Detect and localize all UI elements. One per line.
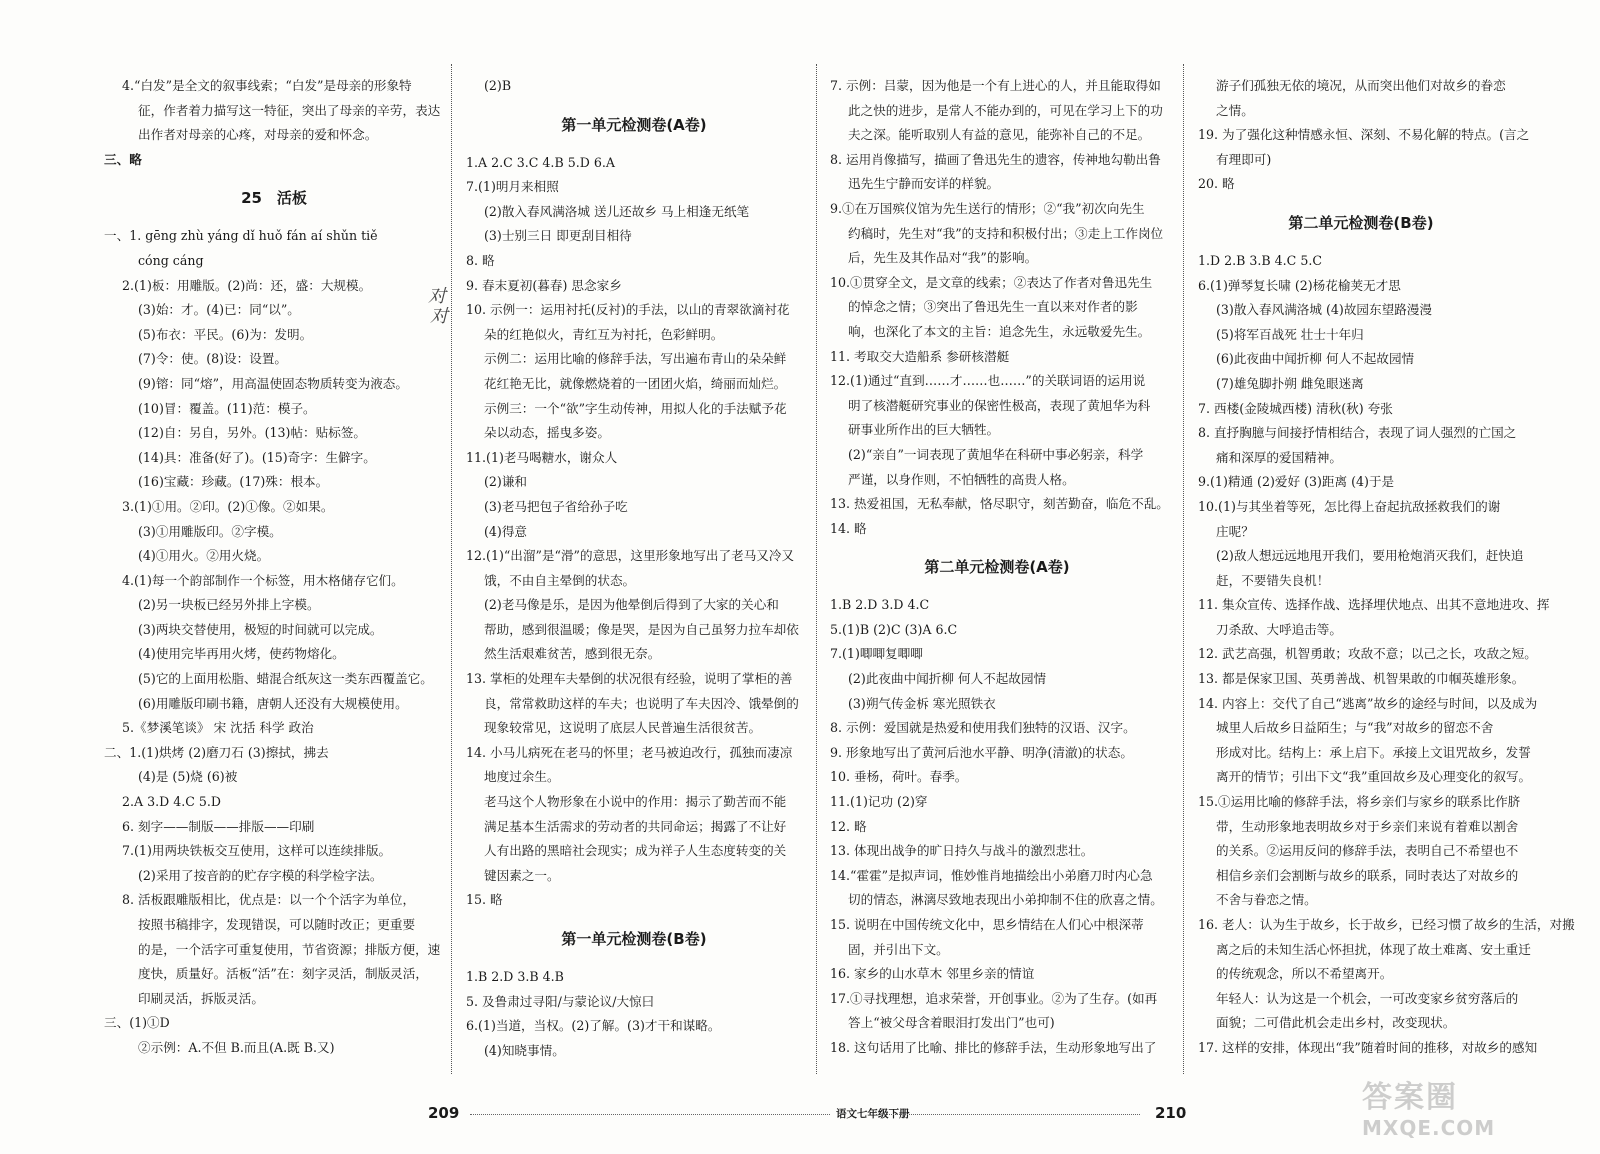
answer-line: 4.“白发”是全文的叙事线索；“白发”是母亲的形象特	[122, 78, 412, 93]
answer-line: (3)老马把包子省给孙子吃	[484, 498, 628, 514]
answer-line: 7.(1)唧唧复唧唧	[830, 646, 923, 662]
answer-line: 三、略	[104, 151, 142, 167]
answer-line: 然生活艰难贫苦，感到很无奈。	[484, 646, 661, 662]
answer-line: 一、1. gēng zhù yáng dǐ huǒ fán aí shǔn tiě	[104, 228, 378, 244]
answer-line: 13. 体现出战争的旷日持久与战斗的激烈悲壮。	[830, 843, 1094, 859]
answer-line: 刀杀敌、大呼追击等。	[1216, 621, 1342, 637]
answer-line: (4)是 (5)烧 (6)被	[138, 769, 238, 785]
answer-line: 度快，质量好。活板“活”在：刻字灵活，制版灵活，	[138, 966, 428, 982]
answer-line: 12.(1)通过“直到……才……也……”的关联词语的运用说	[830, 373, 1146, 389]
answer-line: 键因素之一。	[484, 867, 560, 883]
watermark-url: MXQE.COM	[1362, 1116, 1496, 1140]
answer-line: 6.(1)当道，当权。(2)了解。(3)才干和谋略。	[466, 1018, 721, 1034]
answer-line: 饿，不由自主晕倒的状态。	[484, 572, 636, 588]
section-heading: 第一单元检测卷(A卷)	[561, 115, 707, 134]
answer-line: 的关系。②运用反问的修辞手法，表明自己不希望也不	[1216, 843, 1519, 859]
answer-line: (4)使用完毕再用火烤，使药物熔化。	[138, 646, 345, 662]
answer-line: 14. 内容上：交代了自己“逃离”故乡的途经与时间，以及成为	[1198, 695, 1538, 711]
answer-line: (12)自：另自，另外。(13)帖：贴标签。	[138, 425, 367, 441]
section-heading: 第一单元检测卷(B卷)	[561, 930, 707, 948]
answer-line: (2)此夜曲中闻折柳 何人不起故园情	[848, 671, 1047, 687]
text-column-4	[1198, 74, 1575, 1061]
answer-line: (5)布衣：平民。(6)为：发明。	[138, 326, 313, 342]
answer-line: 7.(1)用两块铁板交互使用，这样可以连续排版。	[122, 843, 392, 859]
answer-line: 13. 热爱祖国，无私奉献，恪尽职守，刻苦勤奋，临危不乱。	[830, 496, 1169, 512]
answer-line: (10)冒：覆盖。(11)范：模子。	[138, 400, 316, 416]
footer-dotted-rule	[884, 1114, 1140, 1115]
answer-line: 响，也深化了本文的主旨：追念先生，永远敬爱先生。	[848, 323, 1151, 339]
text-column-3	[830, 74, 1169, 1061]
answer-line: 6. 刻字——制版——排版——印刷	[122, 818, 315, 834]
answer-line: 16. 家乡的山水草木 邻里乡亲的情谊	[830, 966, 1035, 982]
answer-line: 离开的情节；引出下文“我”重回故乡及心理变化的叙写。	[1216, 769, 1532, 785]
answer-line: 形成对比。结构上：承上启下。承接上文诅咒故乡，发誓	[1216, 744, 1531, 760]
answer-line: 8. 活板跟雕版相比，优点是：以一个个活字为单位，	[122, 892, 416, 908]
answer-line: 赶，不要错失良机！	[1216, 572, 1330, 588]
answer-line: (5)将军百战死 壮士十年归	[1216, 326, 1364, 342]
answer-line: 1.D 2.B 3.B 4.C 5.C	[1198, 252, 1322, 268]
answer-line: 7.(1)明月来相照	[466, 179, 559, 195]
answer-line: 庄呢？	[1216, 523, 1254, 539]
text-column-1	[104, 74, 444, 1061]
answer-line: (6)用雕版印刷书籍，唐朝人还没有大规模使用。	[138, 695, 408, 711]
answer-line: (2)另一块板已经另外排上字模。	[138, 597, 320, 613]
answer-line: (4)知晓事情。	[484, 1042, 565, 1058]
answer-line: 8. 略	[466, 252, 495, 268]
section-heading: 第二单元检测卷(B卷)	[1288, 213, 1434, 232]
answer-line: 3.(1)①用。②印。(2)①像。②如果。	[122, 498, 334, 514]
answer-line: 5.《梦溪笔谈》 宋 沈括 科学 政治	[122, 720, 314, 736]
column-divider	[451, 64, 452, 1074]
answer-line: 游子们孤独无依的境况，从而突出他们对故乡的眷恋	[1216, 78, 1506, 93]
answer-line: 12. 武艺高强，机智勇敢；攻敌不意；以己之长，攻敌之短。	[1198, 646, 1537, 662]
answer-line: 8. 运用肖像描写，描画了鲁迅先生的遗容，传神地勾勒出鲁	[830, 151, 1161, 167]
answer-line: (2)敌人想远远地甩开我们，要用枪炮消灭我们，赶快追	[1216, 548, 1524, 564]
answer-line: 征，作者着力描写这一特征，突出了母亲的辛劳，表达	[138, 102, 441, 118]
answer-line: 不舍与眷恋之情。	[1216, 892, 1317, 908]
answer-line: 16. 老人：认为生于故乡，长于故乡，已经习惯了故乡的生活，对搬	[1198, 917, 1575, 932]
site-watermark	[1362, 1072, 1562, 1152]
page-number-right: 210	[1155, 1104, 1187, 1122]
answer-line: (7)令：使。(8)设：设置。	[138, 351, 288, 367]
footer-dotted-rule	[470, 1114, 830, 1115]
answer-line: 9. 春末夏初(暮春) 思念家乡	[466, 277, 622, 293]
answer-line: (2)“亲自”一词表现了黄旭华在科研中事必躬亲，科学	[848, 446, 1144, 462]
answer-line: 13. 都是保家卫国、英勇善战、机智果敢的巾帼英雄形象。	[1198, 671, 1525, 687]
answer-line: (4)①用火。②用火烧。	[138, 548, 270, 564]
answer-line: 出作者对母亲的心疼，对母亲的爱和怀念。	[138, 127, 378, 143]
answer-line: 12.(1)“出溜”是“滑”的意思，这里形象地写出了老马又冷又	[466, 548, 795, 564]
answer-line: 15. 略	[466, 892, 503, 908]
answer-line: 9.①在万国殡仪馆为先生送行的情形；②“我”初次向先生	[830, 200, 1145, 216]
answer-line: 研事业所作出的巨大牺牲。	[848, 422, 1000, 438]
answer-line: (3)①用雕版印。②字模。	[138, 523, 282, 539]
answer-line: 离之后的未知生活心怀担扰，体现了故土难离、安土重迁	[1216, 941, 1531, 957]
answer-line: (16)宝藏：珍藏。(17)殊：根本。	[138, 474, 329, 490]
answer-line: 11. 考取交大造船系 参研核潜艇	[830, 348, 1010, 364]
answer-line: 的是，一个活字可重复使用，节省资源；排版方便，速	[138, 941, 441, 957]
answer-line: 有理即可)	[1216, 151, 1272, 167]
answer-line: 8. 直抒胸臆与间接抒情相结合，表现了词人强烈的亡国之	[1198, 425, 1517, 441]
answer-line: 夫之深。能听取别人有益的意见，能弥补自己的不足。	[848, 127, 1151, 143]
answer-line: ②示例：A.不但 B.而且(A.既 B.又)	[138, 1039, 335, 1055]
answer-line: (14)具：准备(好了)。(15)奇字：生僻字。	[138, 449, 376, 465]
answer-line: (4)得意	[484, 523, 528, 539]
answer-line: (3)两块交替使用，极短的时间就可以完成。	[138, 621, 383, 637]
answer-line: 此之快的进步，是常人不能办到的，可见在学习上下的功	[848, 102, 1163, 118]
answer-line: 2.(1)板：用雕版。(2)尚：还，盛：大规模。	[122, 277, 372, 293]
answer-line: 17. 这样的安排，体现出“我”随着时间的推移，对故乡的感知	[1198, 1039, 1538, 1055]
answer-line: 1.B 2.D 3.D 4.C	[830, 597, 930, 613]
column-divider	[1183, 64, 1184, 1074]
answer-line: 严谨，以身作则，不怕牺牲的高贵人格。	[848, 471, 1075, 487]
answer-line: 人有出路的黑暗社会现实；成为祥子人生态度转变的关	[484, 843, 787, 859]
watermark-logo-text: 答案圈	[1362, 1080, 1458, 1115]
answer-line: 明了核潜艇研究事业的保密性极高，表现了黄旭华为科	[848, 397, 1151, 413]
answer-line: 11.(1)老马喝糖水，谢众人	[466, 449, 618, 465]
section-heading: 25 活板	[241, 189, 307, 208]
answer-line: 14. 小马儿病死在老马的怀里；老马被迫改行，孤独而凄凉	[466, 744, 793, 760]
answer-line: 20. 略	[1198, 176, 1235, 192]
answer-line: 18. 这句话用了比喻、排比的修辞手法，生动形象地写出了	[830, 1039, 1157, 1055]
answer-line: 17.①寻找理想，追求荣誉，开创事业。②为了生存。(如再	[830, 990, 1158, 1006]
answer-line: 10. 垂杨，荷叶。春季。	[830, 769, 968, 785]
answer-line: 现象较常见，这说明了底层人民普遍生活很贫苦。	[484, 720, 762, 736]
handwritten-mark: 对	[430, 306, 448, 327]
answer-line: 迅先生宁静而安详的样貌。	[848, 176, 1000, 192]
answer-line: 城里人后故乡日益陌生；与“我”对故乡的留恋不舍	[1216, 720, 1494, 736]
answer-line: (9)镕：同“熔”，用高温使固态物质转变为液态。	[138, 375, 408, 391]
answer-line: 帮助，感到很温暖；像是哭，是因为自己虽努力拉车却依	[484, 621, 799, 637]
answer-line: 5.(1)B (2)C (3)A 6.C	[830, 621, 958, 637]
answer-line: (2)采用了按音韵的贮存字模的科学检字法。	[138, 867, 383, 883]
answer-line: 1.A 2.C 3.C 4.B 5.D 6.A	[466, 154, 615, 170]
answer-line: (3)朔气传金柝 寒光照铁衣	[848, 695, 996, 711]
answer-line: 14. 略	[830, 520, 867, 536]
handwritten-mark: 对	[428, 286, 446, 307]
answer-line: cóng cáng	[138, 252, 204, 268]
answer-line: 印刷灵活，拆版灵活。	[138, 990, 264, 1006]
answer-line: (2)谦和	[484, 474, 528, 490]
answer-line: 12. 略	[830, 818, 867, 834]
answer-line: 答上“被父母含着眼泪打发出门”也可)	[848, 1015, 1055, 1031]
answer-line: (3)士别三日 即更刮目相待	[484, 228, 632, 244]
answer-line: 固，并引出下文。	[848, 941, 949, 957]
answer-line: 满足基本生活需求的劳动者的共同命运；揭露了不让好	[484, 818, 787, 834]
answer-line: 7. 示例：吕蒙，因为他是一个有上进心的人，并且能取得如	[830, 78, 1161, 93]
answer-line: 6.(1)弹琴复长啸 (2)杨花榆荚无才思	[1198, 277, 1401, 293]
answer-line: 15. 说明在中国传统文化中，思乡情结在人们心中根深蒂	[830, 917, 1144, 932]
column-divider	[816, 64, 817, 1074]
answer-line: 15.①运用比喻的修辞手法，将乡亲们与家乡的联系比作脐	[1198, 794, 1521, 810]
answer-line: 花红艳无比，就像燃烧着的一团团火焰，绮丽而灿烂。	[484, 375, 787, 391]
answer-line: 面貌；二可借此机会走出乡村，改变现状。	[1216, 1015, 1456, 1031]
answer-line: 痛和深厚的爱国精神。	[1216, 449, 1342, 465]
answer-line: 14.“霍霍”是拟声词，惟妙惟肖地描绘出小弟磨刀时内心急	[830, 867, 1153, 883]
page-footer	[0, 1104, 1600, 1134]
answer-line: 二、1.(1)烘烤 (2)磨刀石 (3)擦拭，拂去	[104, 744, 329, 760]
section-heading: 第二单元检测卷(A卷)	[924, 558, 1070, 577]
answer-line: 三、(1)①D	[104, 1015, 170, 1031]
answer-line: 约稿时，先生对“我”的支持和积极付出；③走上工作岗位	[848, 225, 1164, 241]
answer-line: 切的情态，淋漓尽致地表现出小弟抑制不住的欣喜之情。	[848, 892, 1163, 908]
answer-line: 朵的红艳似火，青红互为衬托，色彩鲜明。	[484, 326, 724, 342]
answer-line: (2)老马像是乐，是因为他晕倒后得到了大家的关心和	[484, 597, 779, 613]
answer-line: 的悼念之情；③突出了鲁迅先生一直以来对作者的影	[848, 299, 1138, 315]
answer-line: 后，先生及其作品对“我”的影响。	[848, 250, 1038, 266]
answer-line: 按照书稿排字，发现错误，可以随时改正；更重要	[138, 917, 416, 932]
answer-line: 良，常常救助这样的车夫；也说明了车夫因冷、饿晕倒的	[484, 695, 799, 711]
answer-line: 13. 掌柜的处理车夫晕倒的状况很有经验，说明了掌柜的善	[466, 671, 793, 687]
answer-line: 9.(1)精通 (2)爱好 (3)距离 (4)于是	[1198, 474, 1395, 490]
answer-line: (2)B	[484, 78, 512, 93]
answer-line: 的传统观念，所以不希望离开。	[1216, 966, 1393, 982]
answer-line: (3)散入春风满洛城 (4)故园东望路漫漫	[1216, 302, 1432, 318]
answer-line: 年轻人：认为这是一个机会，一可改变家乡贫穷落后的	[1216, 990, 1519, 1006]
answer-line: 示例二：运用比喻的修辞手法，写出遍布青山的朵朵鲜	[484, 351, 787, 367]
answer-line: 11.(1)记功 (2)穿	[830, 794, 928, 810]
answer-line: 之情。	[1216, 102, 1254, 118]
answer-line: 10.(1)与其坐着等死，怎比得上奋起抗敌拯救我们的谢	[1198, 498, 1501, 514]
answer-line: 相信乡亲们会割断与故乡的联系，同时表达了对故乡的	[1216, 867, 1519, 883]
answer-line: 7. 西楼(金陵城西楼) 清秋(秋) 夸张	[1198, 400, 1393, 416]
answer-line: (5)它的上面用松脂、蜡混合纸灰这一类东西覆盖它。	[138, 671, 433, 687]
book-subject: 语文七年级下册	[836, 1108, 910, 1120]
text-column-2	[466, 74, 802, 1063]
answer-line: 10.①贯穿全文，是文章的线索；②表达了作者对鲁迅先生	[830, 274, 1153, 290]
answer-line: 老马这个人物形象在小说中的作用：揭示了勤苦而不能	[484, 794, 787, 810]
answer-line: 朵以动态，摇曳多姿。	[484, 425, 610, 441]
answer-line: 5. 及鲁肃过寻阳/与蒙论议/大惊曰	[466, 993, 655, 1009]
answer-line: 地度过余生。	[484, 769, 560, 785]
answer-line: 示例三：一个“欲”字生动传神，用拟人化的手法赋予花	[484, 400, 787, 416]
page-number-left: 209	[428, 1104, 460, 1122]
answer-line: 11. 集众宣传、选择作战、选择埋伏地点、出其不意地进攻、挥	[1198, 597, 1550, 613]
answer-line: 1.B 2.D 3.B 4.B	[466, 969, 564, 984]
answer-line: 19. 为了强化这种情感永恒、深刻、不易化解的特点。(言之	[1198, 127, 1530, 143]
answer-line: 2.A 3.D 4.C 5.D	[122, 794, 221, 810]
answer-line: (6)此夜曲中闻折柳 何人不起故园情	[1216, 351, 1415, 367]
answer-line: 10. 示例一：运用衬托(反衬)的手法，以山的青翠欲滴衬花	[466, 302, 790, 318]
answer-line: 8. 示例：爱国就是热爱和使用我们独特的汉语、汉字。	[830, 720, 1136, 736]
answer-line: 4.(1)每一个韵部制作一个标签，用木格储存它们。	[122, 572, 404, 588]
answer-line: 9. 形象地写出了黄河后池水平静、明净(清澈)的状态。	[830, 744, 1133, 760]
answer-line: (7)雄兔脚扑朔 雌兔眼迷离	[1216, 375, 1364, 391]
answer-line: (3)始：才。(4)已：同“以”。	[138, 302, 300, 318]
answer-line: 带，生动形象地表明故乡对于乡亲们来说有着难以割舍	[1216, 818, 1519, 834]
answer-line: (2)散入春风满洛城 送儿还故乡 马上相逢无纸笔	[484, 203, 750, 219]
